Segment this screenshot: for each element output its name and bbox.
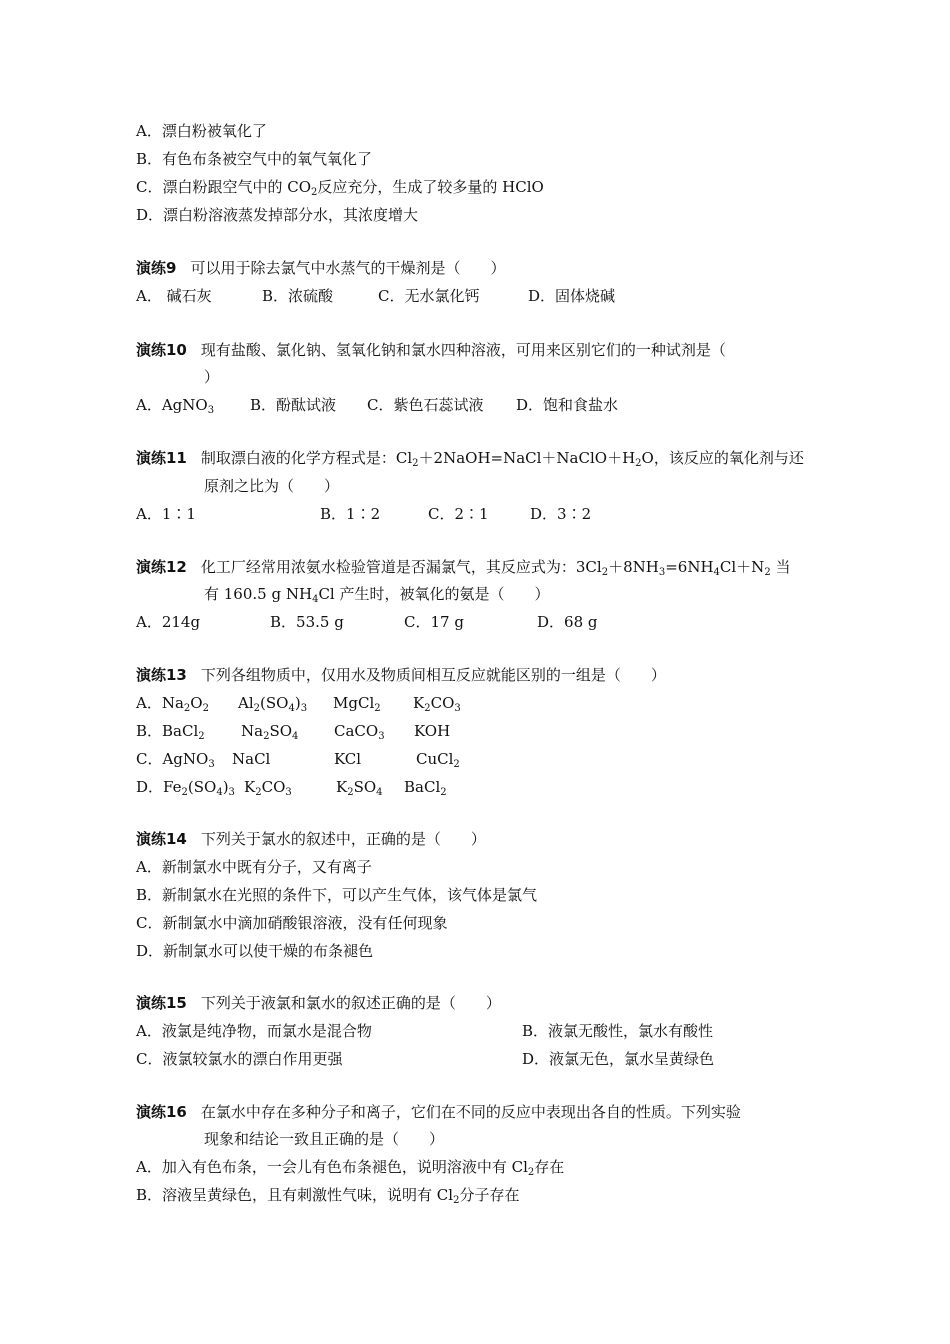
- formula-text: CO: [261, 778, 286, 796]
- option-text: C．紫色石蕊试液: [367, 396, 484, 414]
- question-text: ＋2NaOH=NaCl＋NaClO＋H: [418, 449, 636, 467]
- option-text: C．新制氯水中滴加硝酸银溶液，没有任何现象: [136, 914, 448, 932]
- q13-c-compound-2: [232, 749, 270, 769]
- option-text: A．漂白粉被氧化了: [136, 122, 267, 140]
- subscript: 3: [300, 703, 308, 714]
- option-text: D．3∶2: [530, 505, 592, 523]
- question-label: 演练13: [136, 666, 187, 684]
- option-text: A． 碱石灰: [136, 287, 212, 305]
- question-text: 下列各组物质中，仅用水及物质间相互反应就能区别的一组是（ ）: [200, 666, 666, 684]
- q14-option-c: [136, 913, 447, 933]
- formula-text: ): [222, 778, 229, 796]
- option-text: A．加入有色布条，一会儿有色布条褪色，说明溶液中有 Cl: [136, 1158, 528, 1176]
- q9-option-a: [136, 286, 212, 306]
- question-text: ）: [204, 368, 220, 386]
- q10-option-a: [136, 395, 214, 415]
- question-15: [136, 993, 501, 1013]
- q13-option-d: [136, 777, 235, 797]
- question-9: [136, 258, 505, 278]
- question-12: [136, 557, 790, 577]
- option-text: C．液氯较氯水的漂白作用更强: [136, 1050, 343, 1068]
- q13-option-a: [136, 693, 209, 713]
- q9-option-d: [528, 286, 615, 306]
- q14-option-a: [136, 857, 372, 877]
- option-text: D．漂白粉溶液蒸发掉部分水，其浓度增大: [136, 206, 419, 224]
- option-text: 存在: [534, 1158, 565, 1176]
- option-text: A．214g: [136, 613, 201, 631]
- subscript: 2: [374, 703, 381, 714]
- option-b: [136, 149, 372, 169]
- subscript: 2: [440, 787, 447, 798]
- q10-option-b: [250, 395, 336, 415]
- formula-text: SO: [353, 778, 377, 796]
- q15-option-d: [522, 1049, 714, 1069]
- option-c: [136, 177, 544, 197]
- question-13: [136, 665, 666, 685]
- formula-text: K: [336, 778, 348, 796]
- option-text: A．1∶1: [136, 505, 196, 523]
- q13-d-compound-3: [336, 777, 383, 797]
- q12-option-d: [537, 612, 597, 632]
- q14-option-b: [136, 885, 537, 905]
- option-text: B．有色布条被空气中的氧气氧化了: [136, 150, 373, 168]
- formula-text: ): [294, 694, 301, 712]
- subscript: 2: [253, 703, 261, 714]
- q15-option-a: [136, 1021, 372, 1041]
- question-text: 现象和结论一致且正确的是（ ）: [204, 1130, 445, 1148]
- q11-option-b: [320, 504, 380, 524]
- q15-option-c: [136, 1049, 342, 1069]
- q12-option-c: [404, 612, 464, 632]
- question-label: 演练16: [136, 1103, 187, 1121]
- formula-text: NaCl: [232, 750, 271, 768]
- question-text: 原剂之比为（ ）: [204, 477, 340, 495]
- q10-option-d: [516, 395, 618, 415]
- option-text: B．1∶2: [320, 505, 381, 523]
- question-12-cont: [204, 584, 549, 604]
- question-label: 演练12: [136, 558, 187, 576]
- subscript: 2: [202, 703, 209, 714]
- q12-option-a: [136, 612, 200, 632]
- q13-a-compound-3: [333, 693, 381, 713]
- subscript: 2: [601, 567, 609, 578]
- subscript: 3: [228, 787, 235, 798]
- q13-d-compound-4: [404, 777, 447, 797]
- q14-option-d: [136, 941, 373, 961]
- formula-text: Na: [241, 722, 264, 740]
- q16-option-b: [136, 1185, 519, 1205]
- question-text: 下列关于液氯和氯水的叙述正确的是（ ）: [200, 994, 501, 1012]
- q11-option-d: [530, 504, 591, 524]
- formula-text: C．AgNO: [136, 750, 209, 768]
- option-text: C．17 g: [404, 613, 464, 631]
- option-text: A．新制氯水中既有分子，又有离子: [136, 858, 372, 876]
- subscript: 4: [713, 567, 720, 578]
- subscript: 2: [764, 567, 771, 578]
- option-text: D．68 g: [537, 613, 598, 631]
- formula-text: CO: [430, 694, 455, 712]
- subscript: 2: [412, 458, 419, 469]
- question-text: =6NH: [665, 558, 714, 576]
- q11-option-a: [136, 504, 196, 524]
- question-16: [136, 1102, 741, 1122]
- formula-text: CuCl: [416, 750, 454, 768]
- subscript: 2: [311, 187, 318, 198]
- q13-option-b: [136, 721, 205, 741]
- formula-text: K: [244, 778, 256, 796]
- subscript: 3: [658, 567, 666, 578]
- q13-b-compound-2: [241, 721, 298, 741]
- option-text: B．53.5 g: [270, 613, 344, 631]
- question-text: Cl 产生时，被氧化的氨是（ ）: [318, 585, 550, 603]
- option-text: C．无水氯化钙: [378, 287, 480, 305]
- q13-c-compound-4: [416, 749, 460, 769]
- question-10-cont: [204, 367, 219, 387]
- formula-text: (SO: [260, 694, 289, 712]
- subscript: 2: [635, 458, 642, 469]
- q13-option-c: [136, 749, 215, 769]
- question-label: 演练11: [136, 449, 187, 467]
- question-text: 下列关于氯水的叙述中，正确的是（ ）: [200, 830, 486, 848]
- formula-text: A．Na: [136, 694, 184, 712]
- formula-text: KOH: [414, 722, 451, 740]
- question-16-cont: [204, 1129, 444, 1149]
- question-14: [136, 829, 486, 849]
- question-11: [136, 448, 804, 468]
- option-text: A．AgNO: [136, 396, 208, 414]
- subscript: 2: [198, 731, 205, 742]
- subscript: 2: [347, 787, 354, 798]
- q9-option-b: [262, 286, 333, 306]
- question-text: 在氯水中存在多种分子和离子，它们在不同的反应中表现出各自的性质。下列实验: [200, 1103, 741, 1121]
- question-text: Cl＋N: [719, 558, 765, 576]
- option-a: [136, 121, 267, 141]
- question-label: 演练15: [136, 994, 187, 1012]
- option-text: A．液氯是纯净物，而氯水是混合物: [136, 1022, 372, 1040]
- q13-b-compound-3: [334, 721, 385, 741]
- formula-text: SO: [269, 722, 293, 740]
- question-text: 可以用于除去氯气中水蒸气的干燥剂是（ ）: [190, 259, 506, 277]
- option-text: D．饱和食盐水: [516, 396, 619, 414]
- question-text: 现有盐酸、氯化钠、氢氧化钠和氯水四种溶液，可用来区别它们的一种试剂是（: [200, 341, 726, 359]
- q13-a-compound-4: [413, 693, 461, 713]
- formula-text: B．BaCl: [136, 722, 199, 740]
- formula-text: KCl: [334, 750, 362, 768]
- question-text: ＋8NH: [608, 558, 659, 576]
- formula-text: MgCl: [333, 694, 375, 712]
- question-label: 演练14: [136, 830, 187, 848]
- q13-a-compound-2: [238, 693, 307, 713]
- question-label: 演练10: [136, 341, 187, 359]
- option-text: B．新制氯水在光照的条件下，可以产生气体，该气体是氯气: [136, 886, 538, 904]
- q11-option-c: [428, 504, 489, 524]
- option-text: B．液氯无酸性，氯水有酸性: [522, 1022, 714, 1040]
- subscript: 2: [453, 1195, 460, 1206]
- option-text: C．2∶1: [428, 505, 489, 523]
- option-text: 反应充分，生成了较多量的 HClO: [317, 178, 544, 196]
- question-text: 当: [770, 558, 791, 576]
- subscript: 3: [454, 703, 461, 714]
- option-text: D．新制氯水可以使干燥的布条褪色: [136, 942, 374, 960]
- question-11-cont: [204, 476, 339, 496]
- subscript: 2: [263, 731, 270, 742]
- option-text: B．酚酞试液: [250, 396, 337, 414]
- q12-option-b: [270, 612, 344, 632]
- question-10: [136, 340, 726, 360]
- subscript: 2: [183, 703, 191, 714]
- question-text: 有 160.5 g NH: [204, 585, 313, 603]
- subscript: 4: [292, 731, 299, 742]
- q13-c-compound-3: [334, 749, 361, 769]
- option-d: [136, 205, 418, 225]
- subscript: 3: [208, 759, 215, 770]
- subscript: 2: [527, 1167, 535, 1178]
- formula-text: O: [190, 694, 203, 712]
- subscript: 2: [181, 787, 188, 798]
- q15-option-b: [522, 1021, 713, 1041]
- formula-text: BaCl: [404, 778, 441, 796]
- q13-b-compound-4: [414, 721, 450, 741]
- subscript: 3: [285, 787, 292, 798]
- question-text: O，该反应的氧化剂与还: [641, 449, 804, 467]
- q16-option-a: [136, 1157, 564, 1177]
- option-text: B．溶液呈黄绿色，且有刺激性气味，说明有 Cl: [136, 1186, 454, 1204]
- formula-text: K: [413, 694, 425, 712]
- subscript: 2: [453, 759, 460, 770]
- subscript: 4: [216, 787, 223, 798]
- formula-text: D．Fe: [136, 778, 182, 796]
- subscript: 4: [288, 703, 295, 714]
- question-label: 演练9: [136, 259, 177, 277]
- formula-text: (SO: [187, 778, 217, 796]
- option-text: D．液氯无色，氯水呈黄绿色: [522, 1050, 715, 1068]
- subscript: 4: [312, 594, 319, 605]
- option-text: D．固体烧碱: [528, 287, 616, 305]
- formula-text: Al: [238, 694, 254, 712]
- question-text: 制取漂白液的化学方程式是：Cl: [200, 449, 413, 467]
- subscript: 3: [378, 731, 385, 742]
- subscript: 3: [207, 405, 215, 416]
- q10-option-c: [367, 395, 483, 415]
- q13-d-compound-2: [244, 777, 292, 797]
- formula-text: CaCO: [334, 722, 379, 740]
- subscript: 4: [376, 787, 383, 798]
- option-text: 分子存在: [459, 1186, 520, 1204]
- q9-option-c: [378, 286, 479, 306]
- option-text: B．浓硫酸: [262, 287, 334, 305]
- subscript: 2: [424, 703, 431, 714]
- subscript: 2: [255, 787, 262, 798]
- question-text: 化工厂经常用浓氨水检验管道是否漏氯气，其反应式为：3Cl: [200, 558, 602, 576]
- option-text: C．漂白粉跟空气中的 CO: [136, 178, 312, 196]
